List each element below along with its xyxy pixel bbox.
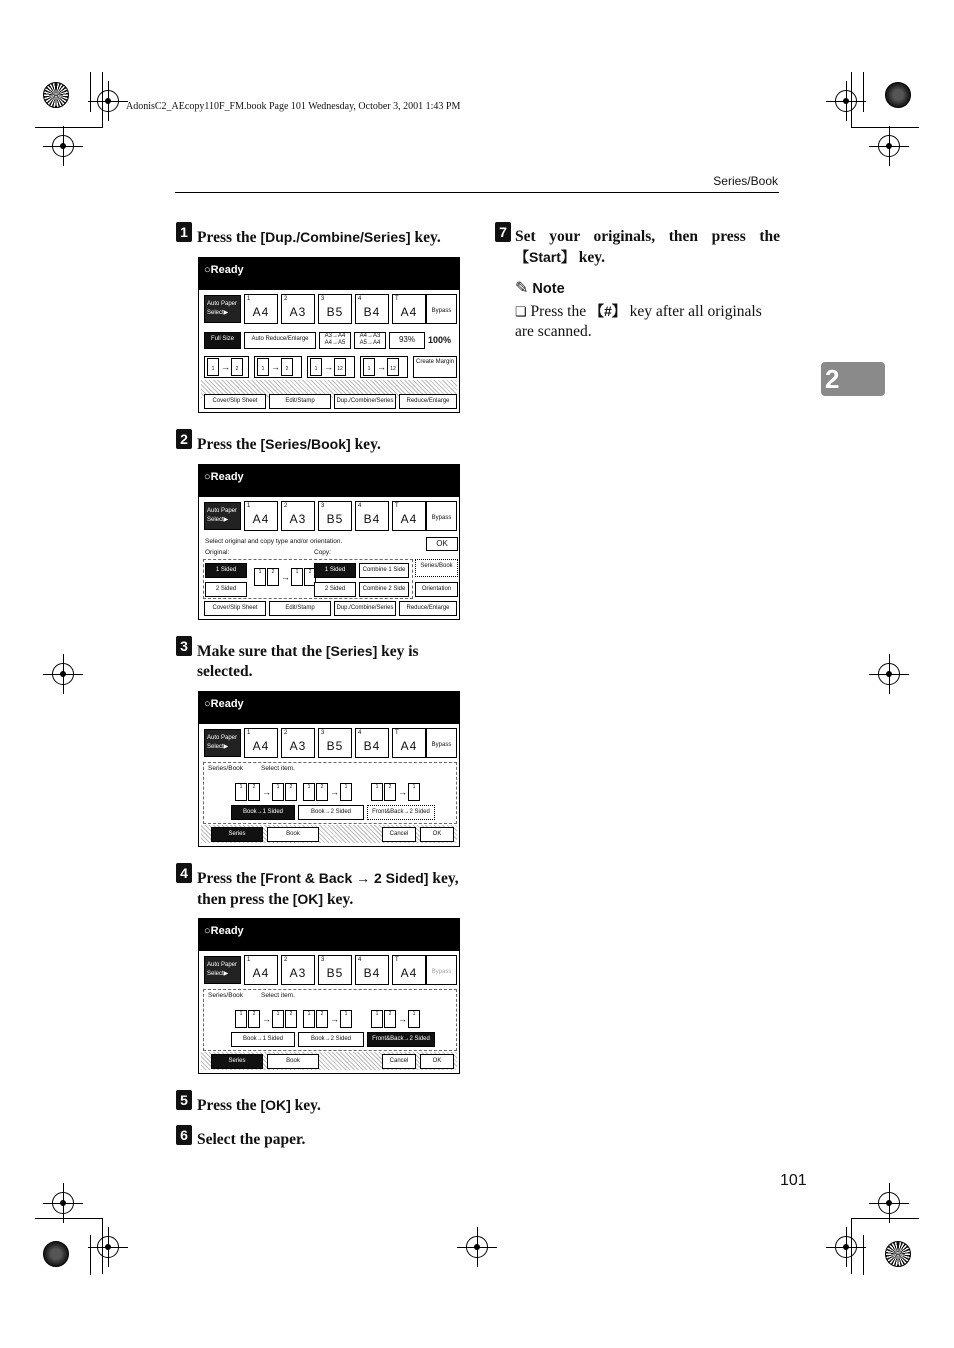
registration-crosshair-icon — [52, 1192, 74, 1214]
ratio-enlarge-button[interactable]: A4→A3 A5→A4 — [354, 332, 386, 349]
series-button[interactable]: Series — [211, 1054, 263, 1069]
cancel-button[interactable]: Cancel — [382, 827, 416, 842]
tray-4-button[interactable]: 4 B4 — [355, 728, 389, 758]
registration-crosshair-icon — [835, 90, 857, 112]
tab-reduce-enlarge[interactable]: Reduce/Enlarge — [399, 601, 457, 616]
bypass-button[interactable]: Bypass — [426, 501, 457, 531]
orientation-button[interactable]: Orientation — [415, 582, 458, 597]
registration-rosette-icon — [885, 1241, 911, 1267]
pencil-icon: ✎ — [515, 280, 529, 297]
running-head: Series/Book — [713, 174, 778, 188]
registration-rosette-icon — [43, 1241, 69, 1267]
ok-button[interactable]: OK — [420, 827, 454, 842]
step-number: 1 — [176, 222, 192, 242]
auto-reduce-enlarge-button[interactable]: Auto Reduce/Enlarge — [244, 332, 316, 349]
note-title: Note — [532, 281, 565, 297]
book-tag: AdonisC2_AEcopy110F_FM.book Page 101 Wednesday, October 3, 2001 1:43 PM — [126, 101, 461, 112]
tab-edit-stamp[interactable]: Edit/Stamp — [269, 394, 331, 409]
tray-4-button[interactable]: 4 B4 — [355, 294, 389, 324]
ready-status: ○Ready — [199, 465, 459, 497]
tray-t-button[interactable]: T A4 — [392, 294, 426, 324]
series-book-button[interactable]: Series/Book — [415, 559, 458, 577]
cancel-button[interactable]: Cancel — [382, 1054, 416, 1069]
original-1-sided-button[interactable]: 1 Sided — [205, 563, 247, 578]
tab-dup-combine-series[interactable]: Dup./Combine/Series — [334, 394, 396, 409]
registration-rosette-icon — [43, 82, 69, 108]
bypass-button[interactable]: Bypass — [426, 728, 457, 758]
step-number: 5 — [176, 1090, 192, 1110]
tray-1-button[interactable]: 1 A4 — [244, 294, 278, 324]
full-size-button[interactable]: Full Size — [204, 332, 241, 349]
front-back-illustration-icon: 1 2 → 1 — [371, 783, 421, 803]
step-number: 2 — [176, 429, 192, 449]
select-item-text: Select item. — [261, 765, 295, 772]
copier-panel-series-book — [198, 691, 460, 847]
book-1-sided-illustration-icon: 1 2 → 1 2 — [235, 783, 298, 803]
tray-t-button[interactable]: T A4 — [392, 501, 426, 531]
step-number: 6 — [176, 1125, 192, 1145]
series-book-title: Series/Book — [208, 765, 244, 772]
book-button[interactable]: Book — [267, 1054, 319, 1069]
series-book-title: Series/Book — [208, 992, 244, 999]
copier-panel-dup-combine — [198, 464, 460, 620]
tray-1-button[interactable]: 1 A4 — [244, 728, 278, 758]
registration-crosshair-icon — [52, 663, 74, 685]
instruction-text: Select original and copy type and/or orientation. — [205, 538, 343, 545]
tray-t-button[interactable]: T A4 — [392, 728, 426, 758]
tray-t-button[interactable]: T A4 — [392, 955, 426, 985]
front-back-2-sided-button[interactable]: Front&Back→2 Sided — [367, 805, 435, 820]
tray-2-button[interactable]: 2 A3 — [281, 294, 315, 324]
book-2-sided-illustration-icon: 1 2 → 1 — [303, 1010, 353, 1030]
tray-4-button[interactable]: 4 B4 — [355, 501, 389, 531]
ratio-reduce-button[interactable]: A3→A4 A4→A5 — [319, 332, 351, 349]
page-number: 101 — [780, 1172, 807, 1189]
step-1-text: Press the [Dup./Combine/Series] key. — [197, 229, 441, 246]
create-margin-button[interactable]: Create Margin — [413, 356, 457, 378]
auto-paper-select-button[interactable]: Auto Paper Select▶ — [204, 502, 241, 530]
duplex-1-to-2-button[interactable]: 1 → 2 — [204, 356, 249, 378]
ok-button[interactable]: OK — [426, 537, 458, 551]
bypass-button[interactable]: Bypass — [426, 294, 457, 324]
checkbox-bullet-icon: ❏ — [515, 304, 527, 319]
tab-dup-combine-series[interactable]: Dup./Combine/Series — [334, 601, 396, 616]
step-number: 7 — [495, 222, 511, 242]
header-rule — [175, 192, 779, 193]
copy-2-sided-button[interactable]: 2 Sided — [314, 582, 356, 597]
copy-label: Copy: — [314, 549, 331, 556]
tab-cover-slip-sheet[interactable]: Cover/Slip Sheet — [204, 394, 266, 409]
tray-3-button[interactable]: 3 B5 — [318, 728, 352, 758]
chapter-tab: 2 — [821, 362, 885, 396]
book-2-sided-button[interactable]: Book→2 Sided — [298, 1032, 364, 1047]
ratio-93-button[interactable]: 93% — [389, 332, 425, 349]
registration-crosshair-icon — [97, 90, 119, 112]
duplex-2-to-2-button[interactable]: 1 → 2 — [254, 356, 302, 378]
tray-3-button[interactable]: 3 B5 — [318, 955, 352, 985]
combine-2-side-button[interactable]: Combine 2 Side — [359, 582, 409, 597]
tray-3-button[interactable]: 3 B5 — [318, 501, 352, 531]
tray-2-button[interactable]: 2 A3 — [281, 728, 315, 758]
auto-paper-select-button[interactable]: Auto Paper Select▶ — [204, 295, 241, 323]
auto-paper-select-button[interactable]: Auto Paper Select▶ — [204, 729, 241, 757]
step-5-text: Press the [OK] key. — [197, 1097, 321, 1114]
registration-crosshair-icon — [878, 1192, 900, 1214]
step-number: 3 — [176, 636, 192, 656]
copier-panel-front-back — [198, 918, 460, 1074]
tray-2-button[interactable]: 2 A3 — [281, 955, 315, 985]
front-back-illustration-icon: 1 2 → 1 — [371, 1010, 421, 1030]
registration-crosshair-icon — [878, 135, 900, 157]
step-3-text: Make sure that the [Series] key is selected. — [197, 643, 419, 680]
registration-crosshair-icon — [466, 1236, 488, 1258]
registration-crosshair-icon — [52, 135, 74, 157]
copier-panel-main — [198, 257, 460, 413]
registration-crosshair-icon — [878, 663, 900, 685]
bypass-button[interactable]: Bypass — [426, 955, 457, 985]
ready-status: ○Ready — [199, 258, 459, 290]
tab-cover-slip-sheet[interactable]: Cover/Slip Sheet — [204, 601, 266, 616]
ratio-display: 100% — [428, 335, 452, 345]
registration-crosshair-icon — [835, 1236, 857, 1258]
tab-edit-stamp[interactable]: Edit/Stamp — [269, 601, 331, 616]
book-button[interactable]: Book — [267, 827, 319, 842]
tray-1-button[interactable]: 1 A4 — [244, 501, 278, 531]
registration-rosette-icon — [885, 82, 911, 108]
combine-1-side-button[interactable]: Combine 1 Side — [359, 563, 409, 578]
auto-paper-select-button[interactable]: Auto Paper Select▶ — [204, 956, 241, 984]
book-1-sided-button[interactable]: Book→1 Sided — [231, 1032, 295, 1047]
book-2-sided-illustration-icon: 1 2 → 1 — [303, 783, 353, 803]
ok-button[interactable]: OK — [420, 1054, 454, 1069]
step-6-text: Select the paper. — [197, 1131, 306, 1148]
book-1-sided-button[interactable]: Book→1 Sided — [231, 805, 295, 820]
tray-2-button[interactable]: 2 A3 — [281, 501, 315, 531]
tray-1-button[interactable]: 1 A4 — [244, 955, 278, 985]
registration-crosshair-icon — [97, 1236, 119, 1258]
note-heading — [515, 278, 565, 298]
tray-4-button[interactable]: 4 B4 — [355, 955, 389, 985]
combine-duplex-button[interactable]: 1 → 12 — [360, 356, 408, 378]
ready-status: ○Ready — [199, 919, 459, 951]
step-number: 4 — [176, 863, 192, 883]
copy-1-sided-button[interactable]: 1 Sided — [314, 563, 356, 578]
book-1-sided-illustration-icon: 1 2 → 1 2 — [235, 1010, 298, 1030]
step-7-text: Set your originals, then press the 【Start】 key. — [515, 228, 780, 266]
tray-3-button[interactable]: 3 B5 — [318, 294, 352, 324]
front-back-2-sided-button[interactable]: Front&Back→2 Sided — [367, 1032, 435, 1047]
select-item-text: Select item. — [261, 992, 295, 999]
ready-status: ○Ready — [199, 692, 459, 724]
step-2-text: Press the [Series/Book] key. — [197, 436, 381, 453]
original-label: Original: — [205, 549, 230, 556]
duplex-illustration-icon: 1 2 → 1 2 — [254, 568, 317, 588]
book-2-sided-button[interactable]: Book→2 Sided — [298, 805, 364, 820]
tab-reduce-enlarge[interactable]: Reduce/Enlarge — [399, 394, 457, 409]
note-body: ❏ Press the 【#】 key after all originals are scanned. — [515, 303, 762, 340]
combine-button[interactable]: 1 → 12 — [307, 356, 355, 378]
series-button[interactable]: Series — [211, 827, 263, 842]
step-4-text: Press the [Front & Back → 2 Sided] key, then press the [OK] key. — [197, 870, 459, 908]
original-2-sided-button[interactable]: 2 Sided — [205, 582, 247, 597]
